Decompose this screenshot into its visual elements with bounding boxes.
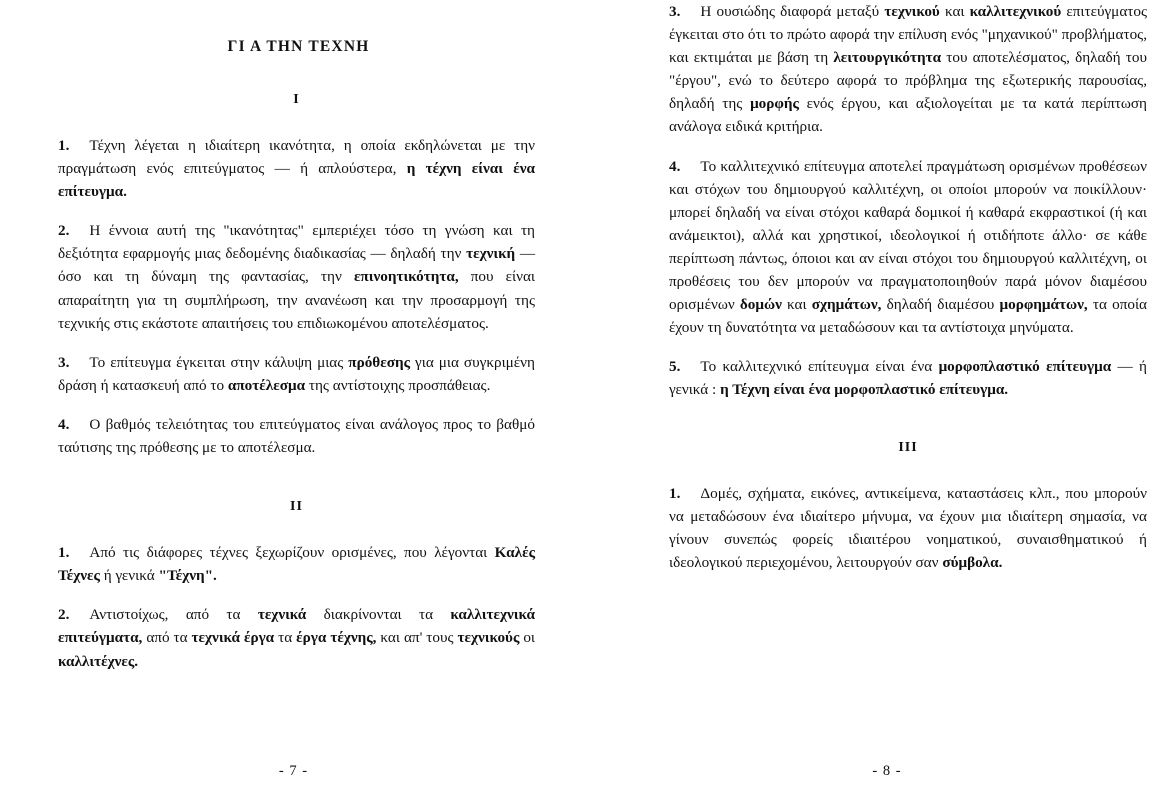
emphasis-text: πρόθεσης [348, 353, 411, 371]
body-paragraph [58, 603, 535, 672]
section-heading: III [898, 439, 918, 455]
paragraph-text: — όσο και τη δύναμη της φαντασίας, την [58, 245, 536, 286]
paragraph-text: του αποτελέσματος, δηλαδή του "έργου", ενώ το δεύτερο αφορά το πρόβλημα της εξωτερικής παρουσίας, δηλαδή της [669, 49, 1147, 113]
body-paragraph [669, 0, 1147, 139]
paragraph-text: της αντίστοιχης προσπάθειας. [305, 376, 491, 394]
paragraph-text: Η έννοια αυτή της "ικανότητας" εμπεριέχει τόσο τη γνώση και τη δεξιότητα εφαρμογής μιας δεδομένης διαδικασίας — δηλαδή την [58, 222, 535, 263]
paragraph-text: και [939, 3, 970, 20]
paragraph-number: 4. [669, 157, 681, 175]
emphasis-text: τεχνικά έργα [191, 629, 275, 647]
emphasis-text: έργα τέχνης, [296, 629, 377, 647]
folio-left: - 7 - [278, 763, 309, 779]
emphasis-text: τεχνικούς [457, 629, 520, 647]
body-paragraph [58, 541, 535, 587]
emphasis-text: καλλιτεχνικού [969, 3, 1062, 20]
emphasis-text: "Τέχνη". [158, 567, 217, 585]
emphasis-text: καλλιτέχνες. [58, 652, 139, 670]
paragraph-text: και [781, 296, 812, 314]
paragraph-number: 3. [58, 353, 70, 371]
emphasis-text: αποτέλεσμα [227, 376, 306, 394]
body-paragraph [669, 155, 1147, 340]
paragraph-text: Ο βαθμός τελειότητας του επιτεύγματος είναι ανάλογος προς το βαθμό ταύτισης της πρόθεσης με το αποτέλεσμα. [58, 415, 535, 457]
paragraph-text: ή γενικά [99, 567, 159, 585]
emphasis-text: τεχνικού [884, 3, 940, 20]
paragraph-text: — ή γενικά : [669, 358, 1147, 399]
body-paragraph [669, 482, 1147, 574]
page-left [0, 0, 587, 800]
page-right [587, 0, 1175, 800]
section-heading: I [293, 92, 300, 107]
paragraph-text: οι [519, 629, 536, 647]
paragraph-number: 2. [58, 222, 70, 240]
emphasis-text: η τέχνη είναι ένα επίτευγμα. [58, 160, 535, 201]
paragraph-text: που είναι απαραίτητη για τη συμπλήρωση, την ανανέωση και την προσαρμογή της τεχνικής στις εκάστοτε απαιτήσεις του επιδιωκομένου αποτελέσματος. [58, 268, 536, 332]
paragraph-text: Το επίτευγμα έγκειται στην κάλυψη μιας [89, 353, 349, 371]
paragraph-number: 2. [58, 606, 70, 624]
paragraph-text: και απ' τους [376, 629, 458, 647]
paragraph-number: 4. [58, 415, 70, 433]
folio-right: - 8 - [872, 763, 902, 779]
paragraph-number: 1. [58, 544, 70, 562]
paragraph-text: τα οποία έχουν τη δυνατότητα να μεταδώσουν και τα αντίστοιχα μηνύματα. [669, 296, 1147, 337]
right-page-sections [669, 0, 1147, 574]
emphasis-text: δομών [739, 296, 782, 314]
paragraph-text: από τα [142, 629, 192, 647]
emphasis-text: μορφής [750, 95, 799, 113]
emphasis-text: μορφημάτων, [999, 296, 1088, 314]
paragraph-text: ενός έργου, και αξιολογείται με τα κατά περίπτωση ανάλογα ειδικά κριτήρια. [669, 95, 1147, 136]
paragraph-text: για μια συγκριμένη δράση ή κατασκευή από το [58, 353, 535, 394]
paragraph-text: Η ουσιώδης διαφορά μεταξύ [700, 3, 885, 20]
emphasis-text: σύμβολα. [942, 553, 1003, 571]
emphasis-text: η Τέχνη είναι ένα μορφοπλαστικό επίτευγμα. [720, 381, 1009, 399]
paragraph-text: Από τις διάφορες τέχνες ξεχωρίζουν ορισμένες, που λέγονται [89, 544, 495, 562]
paragraph-number: 1. [58, 137, 70, 154]
paragraph-number: 1. [669, 484, 681, 502]
paragraph-text: Αντιστοίχως, από τα [89, 606, 258, 624]
paragraph-text: Το καλλιτεχνικό επίτευγμα αποτελεί πραγμάτωση ορισμένων προθέσεων και στόχων του δημιουργού καλλιτέχνη, οι οποίοι μπορούν να ποικίλλουν· μπορεί δηλαδή να είναι στόχοι καθαρά δομικοί ή καθαρά εκφραστικοί (ή και ανάμεικτοι), αλλά και χρηστικοί, ιδεολογικοί ή οτιδήποτε άλλο· σε κάθε περίπτωση πάντως, όποιοι και αν είναι στόχοι του δημιουργού καλλιτέχνη, οι προθέσεις του δεν μπορούν να πραγματοποιηθούν παρά μόνον διαμέσου ορισμένων [669, 157, 1147, 314]
body-paragraph [58, 413, 535, 459]
paragraph-number: 3. [669, 3, 681, 20]
paragraph-text: Δομές, σχήματα, εικόνες, αντικείμενα, καταστάσεις κλπ., που μπορούν να μεταδώσουν ένα ιδιαίτερο μήνυμα, να έχουν μια ιδιαίτερη σημασία, να γίνουν συνεπώς φορείς ιδιαιτέρου νοηματικού, συναισθηματικού ή ιδεολογικού περιεχομένου, λειτουργούν σαν [669, 484, 1147, 571]
emphasis-text: σχημάτων, [811, 296, 882, 314]
emphasis-text: μορφοπλαστικό επίτευγμα [938, 358, 1112, 376]
paragraph-number: 5. [669, 358, 681, 376]
body-paragraph [58, 134, 535, 203]
emphasis-text: τεχνική [466, 245, 516, 263]
emphasis-text: λειτουργικότητα [833, 49, 942, 67]
body-paragraph [669, 355, 1147, 401]
section-heading: II [290, 499, 303, 515]
paragraph-text: δηλαδή διαμέσου [881, 296, 1000, 314]
emphasis-text: Καλές Τέχνες [58, 544, 535, 585]
paragraph-text: Τέχνη λέγεται η ιδιαίτερη ικανότητα, η οποία εκδηλώνεται με την πραγμάτωση ενός επιτεύγματος — ή απλούστερα, [58, 137, 535, 178]
paragraph-text: διακρίνονται τα [306, 606, 451, 624]
paragraph-text: Το καλλιτεχνικό επίτευγμα είναι ένα [700, 358, 939, 376]
emphasis-text: τεχνικά [257, 606, 307, 624]
body-paragraph [58, 351, 535, 397]
paragraph-text: επιτεύγματος έγκειται στο ότι το πρώτο αφορά την επίλυση ενός "μηχανικού" προβλήματος, και εκτιμάται με βάση τη [669, 3, 1147, 67]
left-page-sections [58, 92, 535, 673]
emphasis-text: καλλιτεχνικά επιτεύγματα, [58, 606, 535, 647]
paragraph-text: τα [274, 629, 297, 647]
page-title: ΓΙ Α ΤΗΝ ΤΕΧΝΗ [227, 38, 370, 55]
emphasis-text: επινοητικότητα, [353, 268, 459, 286]
body-paragraph [58, 219, 535, 334]
